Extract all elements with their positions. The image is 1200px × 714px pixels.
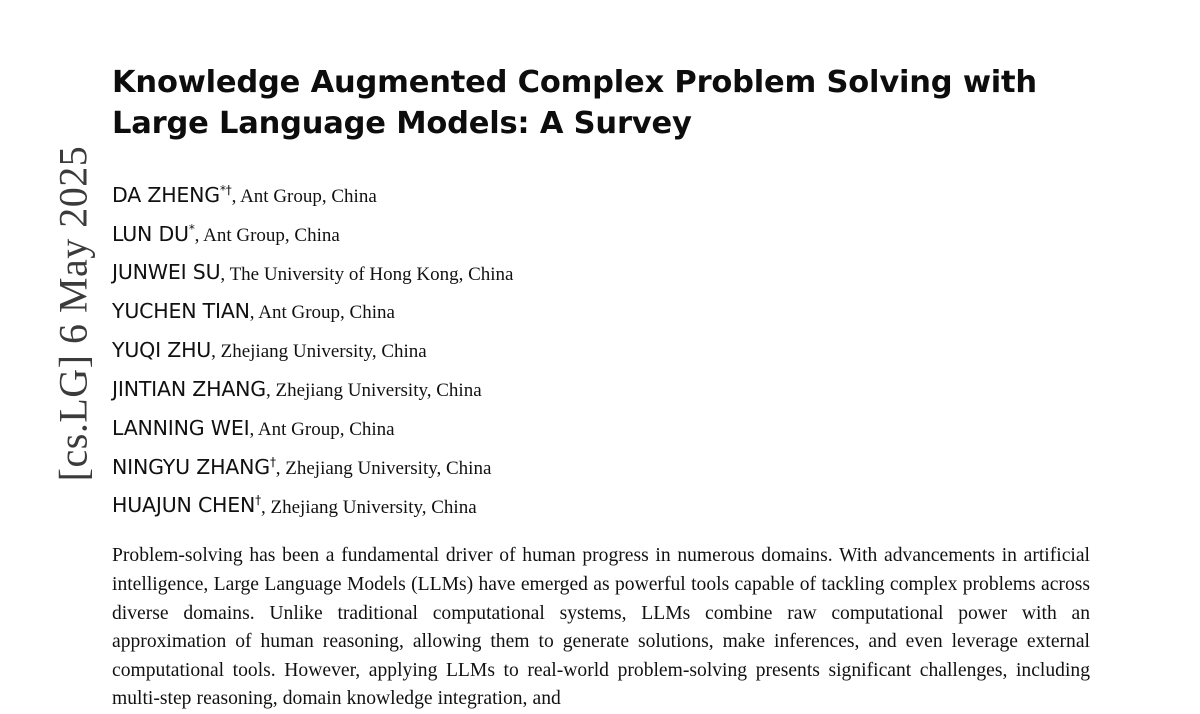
author-entry: [112, 252, 1092, 291]
author-affiliation: , Ant Group, China: [249, 418, 395, 440]
author-name: LUN DU*: [112, 221, 195, 246]
author-name: YUCHEN TIAN: [112, 299, 250, 324]
author-entry: [112, 174, 1092, 213]
author-name: HUAJUN CHEN†: [112, 493, 261, 518]
author-entry: [112, 329, 1092, 368]
arxiv-stamp-text: [cs.LG] 6 May 2025: [50, 145, 96, 482]
author-affiliation: , The University of Hong Kong, China: [220, 263, 514, 285]
author-marks: *: [188, 221, 195, 236]
author-affiliation: , Zhejiang University, China: [260, 496, 477, 518]
author-name: JINTIAN ZHANG: [112, 376, 266, 401]
author-marks: *†: [220, 183, 232, 197]
author-name: NINGYU ZHANG†: [112, 454, 276, 479]
author-entry: [112, 407, 1092, 446]
author-entry: [112, 368, 1092, 407]
author-name: YUQI ZHU: [112, 338, 212, 363]
page-title: Knowledge Augmented Complex Problem Solving with Large Language Models: A Survey: [112, 65, 1037, 141]
author-name: LANNING WEI: [112, 415, 250, 440]
author-affiliation: , Ant Group, China: [231, 185, 377, 207]
author-affiliation: , Zhejiang University, China: [211, 341, 427, 363]
author-name: JUNWEI SU: [112, 260, 221, 285]
abstract-text: Problem-solving has been a fundamental driver of human progress in numerous domains. With advancements in artificial intelligence, Large Language Models (LLMs) have emerged as powerful tools capable of tackling complex problems across diverse domains. Unlike traditional computational systems, LLMs combine raw computational power with an approximation of human reasoning, allowing them to generate solutions, make inferences, and even leverage external computational tools. However, applying LLMs to real-world problem-solving presents significant challenges, including multi-step reasoning, domain knowledge integration, and: [112, 545, 1090, 710]
paper-content: [112, 0, 1092, 714]
author-entry: [112, 446, 1092, 485]
author-affiliation: , Zhejiang University, China: [275, 457, 492, 479]
author-entry: [112, 213, 1092, 252]
author-affiliation: , Ant Group, China: [194, 224, 340, 246]
author-affiliation: , Ant Group, China: [249, 302, 395, 324]
author-list: [112, 174, 1092, 523]
author-marks: †: [255, 493, 261, 508]
author-affiliation: , Zhejiang University, China: [265, 379, 482, 401]
author-entry: [112, 290, 1092, 329]
author-name: DA ZHENG*†: [112, 182, 232, 207]
author-marks: †: [269, 454, 276, 469]
author-entry: [112, 485, 1092, 524]
